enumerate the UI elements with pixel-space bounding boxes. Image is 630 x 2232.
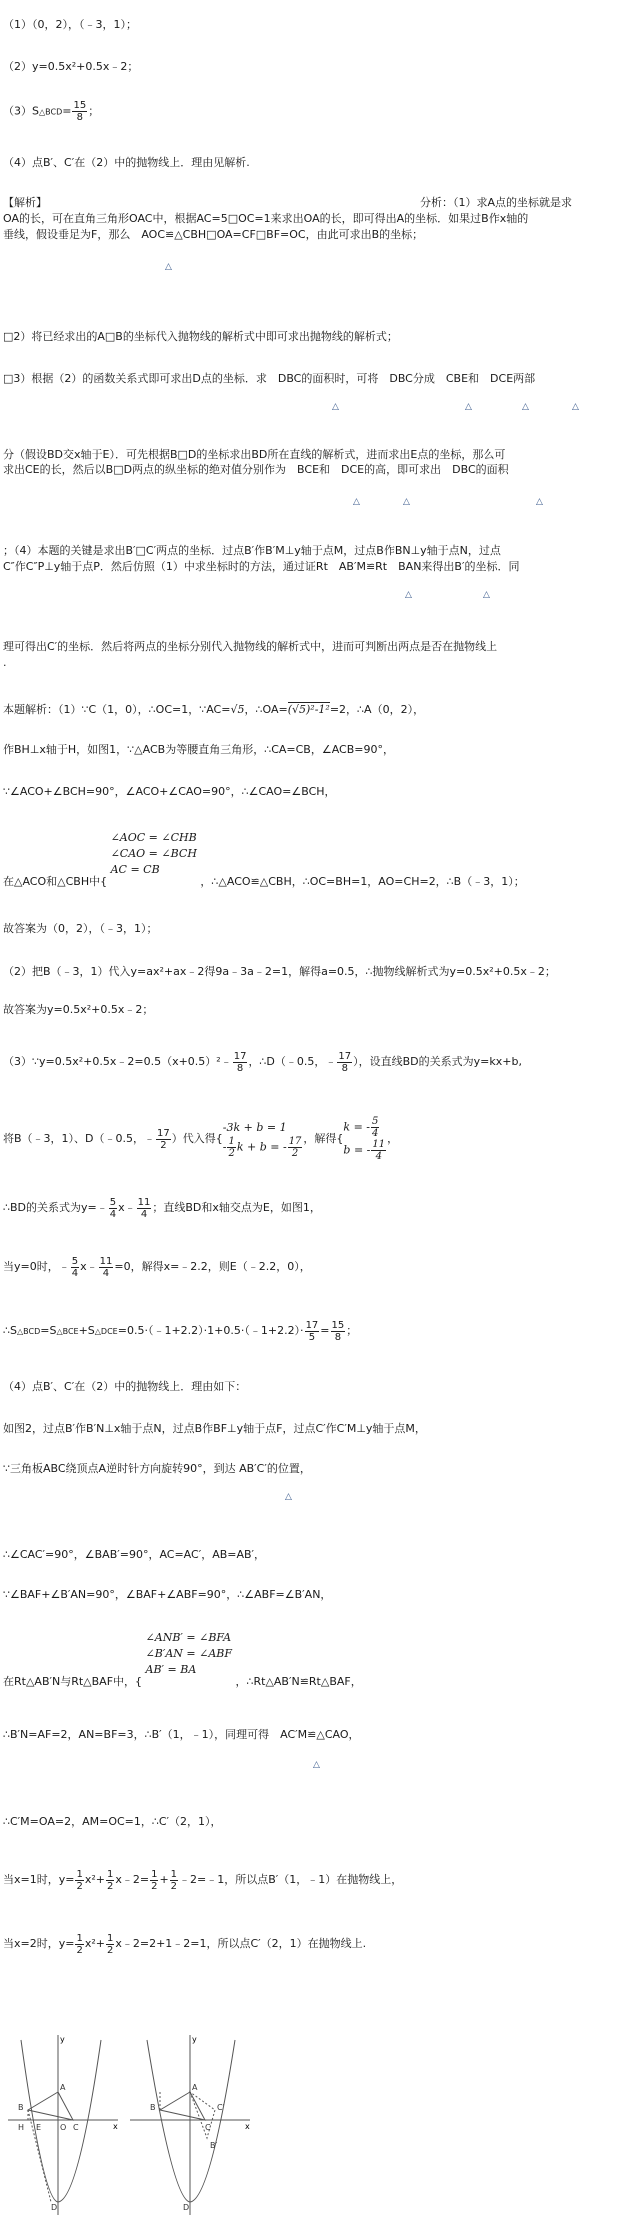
svg-text:B: B [18, 2103, 24, 2112]
parabola [21, 2040, 101, 2202]
figure-1 [3, 2030, 123, 2220]
solution-9: 将B（﹣3，1）、D（﹣0.5，﹣ $\frac{17}{2}$ ）代入得{ -3k + b = 1 - $\frac{1}{2}$ k + b = - $\frac{17}{2}$ ，解得{ k = - $\frac{5}{4}$ b = - $\frac{11}{4}$ ， [3, 1116, 399, 1162]
triangle-marker: △ [465, 402, 472, 412]
solution-2: 作BH⊥x轴于H，如图1，∵△ACB为等腰直角三角形，∴CA=CB，∠ACB=90°， [3, 743, 394, 756]
triangle-marker: △ [403, 497, 410, 507]
analysis-p4c: 理可得出C′的坐标．然后将两点的坐标分别代入抛物线的解析式中，进而可判断出两点是否在抛物线上 [3, 640, 498, 653]
answer-3-subscript: △BCD [38, 107, 63, 117]
answer-3-fraction: $\frac{15}{8}$ [73, 100, 87, 123]
triangle-abc [160, 2092, 205, 2120]
analysis-p3b: 分（假设BD交x轴于E）．可先根据B□D的坐标求出BD所在直线的解析式，进而求出E点的坐标，那么可 [3, 448, 506, 461]
triangle-marker: △ [285, 1492, 292, 1502]
analysis-p4d: . [3, 656, 7, 669]
solution-5: 故答案为（0，2），（﹣3，1）； [3, 922, 158, 935]
solution-16: ∴∠CAC′=90°，∠BAB′=90°，AC=AC′，AB=AB′， [3, 1548, 266, 1561]
solution-1: 本题解析：（1）∵C（1，0），∴OC=1，∵AC=√5，∴OA=(√5)²-1²=2，∴A（0，2）， [3, 703, 425, 716]
svg-text:C: C [205, 2123, 211, 2132]
triangle-marker: △ [536, 497, 543, 507]
svg-text:O: O [60, 2123, 67, 2132]
triangle-marker: △ [353, 497, 360, 507]
parabola [147, 2040, 235, 2202]
triangle-marker: △ [405, 590, 412, 600]
answer-3-end: ； [88, 104, 100, 118]
analysis-p3a: □3）根据（2）的函数关系式即可求出D点的坐标．求 DBC的面积时，可将 DBC分成 CBE和 DCE两部 [3, 372, 536, 385]
solution-20: ∴C′M=OA=2，AM=OC=1，∴C′（2，1）， [3, 1815, 222, 1828]
analysis-p3c: 求出CE的长，然后以B□D两点的纵坐标的绝对值分别作为 BCE和 DCE的高，即可求出 DBC的面积 [3, 463, 509, 476]
solution-10: ∴BD的关系式为y=﹣ $\frac{5}{4}$ x﹣ $\frac{11}{4}$ ；直线BD和x轴交点为E，如图1， [3, 1196, 321, 1220]
solution-4: 在△ACO和△CBH中{ ∠AOC = ∠CHB ∠CAO = ∠BCH AC = CB ，∴△ACO≌△CBH，∴OC=BH=1，AO=CH=2，∴B（﹣3，1）； [3, 831, 525, 888]
analysis-p4b: C″作C″P⊥y轴于点P．然后仿照（1）中求坐标时的方法，通过证Rt AB′M≌Rt BAN来得出B′的坐标．同 [3, 560, 520, 573]
svg-text:B: B [150, 2103, 156, 2112]
solution-12: ∴S△BCD=S△BCE+S△DCE=0.5·（﹣1+2.2）·1+0.5·（﹣1+2.2）· $\frac{17}{5}$ = $\frac{15}{8}$ ； [3, 1319, 358, 1343]
solution-15: ∵三角板ABC绕顶点A逆时针方向旋转90°，到达 AB′C′的位置， [3, 1462, 311, 1475]
svg-text:H: H [18, 2123, 25, 2132]
solution-14: 如图2，过点B′作B′N⊥x轴于点N，过点B作BF⊥y轴于点F，过点C′作C′M⊥y轴于点M， [3, 1422, 426, 1435]
analysis-p2: □2）将已经求出的A□B的坐标代入抛物线的解析式中即可求出抛物线的解析式； [3, 330, 398, 343]
svg-text:D: D [51, 2203, 58, 2212]
svg-text:x: x [245, 2122, 250, 2131]
solution-22: 当x=2时，y= $\frac{1}{2}$ x²+ $\frac{1}{2}$ x﹣2=2+1﹣2=1，所以点C′（2，1）在抛物线上. [3, 1932, 367, 1956]
solution-21: 当x=1时，y= $\frac{1}{2}$ x²+ $\frac{1}{2}$ x﹣2= $\frac{1}{2}$ + $\frac{1}{2}$ ﹣2=﹣1，所以点B′（1，﹣1）在抛物线上， [3, 1868, 403, 1892]
svg-text:A: A [192, 2083, 198, 2092]
solution-6: （2）把B（﹣3，1）代入y=ax²+ax﹣2得9a﹣3a﹣2=1，解得a=0.5，∴抛物线解析式为y=0.5x²+0.5x﹣2； [3, 965, 556, 978]
analysis-label: 【解析】 [3, 196, 47, 209]
analysis-p1a: 分析：（1）求A点的坐标就是求 [420, 196, 573, 209]
svg-text:E: E [36, 2123, 42, 2132]
triangle-marker: △ [313, 1760, 320, 1770]
solution-13: （4）点B′、C′在（2）中的抛物线上．理由如下： [3, 1380, 247, 1393]
svg-text:D: D [183, 2203, 190, 2212]
system-congruence-1: ∠AOC = ∠CHB ∠CAO = ∠BCH AC = CB [110, 831, 197, 876]
triangle-abc [28, 2092, 73, 2120]
solution-7: 故答案为y=0.5x²+0.5x﹣2； [3, 1003, 154, 1016]
answer-2: （2）y=0.5x²+0.5x﹣2； [3, 60, 139, 73]
system-congruence-2: ∠ANB′ = ∠BFA ∠B′AN = ∠ABF AB′ = BA [145, 1631, 232, 1676]
analysis-p4a: ；（4）本题的关键是求出B′□C′两点的坐标．过点B′作B′M⊥y轴于点M，过点B作BN⊥y轴于点N，过点 [3, 544, 501, 557]
triangle-marker: △ [522, 402, 529, 412]
solution-17: ∵∠BAF+∠B′AN=90°，∠BAF+∠ABF=90°，∴∠ABF=∠B′AN， [3, 1588, 332, 1601]
triangle-marker: △ [165, 262, 172, 272]
triangle-marker: △ [572, 402, 579, 412]
analysis-p1c: 垂线，假设垂足为F，那么 AOC≌△CBH□OA=CF□BF=OC，由此可求出B的坐标； [3, 228, 424, 241]
svg-text:C: C [73, 2123, 79, 2132]
svg-text:y: y [192, 2035, 197, 2044]
triangle-marker: △ [332, 402, 339, 412]
solution-8: （3）∵y=0.5x²+0.5x﹣2=0.5（x+0.5）²﹣ $\frac{17}{8}$ ，∴D（﹣0.5，﹣ $\frac{17}{8}$ ），设直线BD的关系式为y=kx+b, [3, 1050, 522, 1074]
svg-text:y: y [60, 2035, 65, 2044]
answer-3-eq: = [62, 104, 72, 118]
solution-11: 当y=0时，﹣ $\frac{5}{4}$ x﹣ $\frac{11}{4}$ =0，解得x=﹣2.2，则E（﹣2.2，0）， [3, 1255, 311, 1279]
answer-3 [3, 100, 99, 123]
system-solution: k = - $\frac{5}{4}$ b = - $\frac{11}{4}$ [343, 1116, 386, 1162]
svg-text:x: x [113, 2122, 118, 2131]
svg-text:C′: C′ [217, 2103, 225, 2112]
system-linear: -3k + b = 1 - $\frac{1}{2}$ k + b = - $\frac{17}{2}$ [222, 1120, 302, 1159]
solution-18: 在Rt△AB′N与Rt△BAF中，{ ∠ANB′ = ∠BFA ∠B′AN = ∠ABF AB′ = BA ，∴Rt△AB′N≌Rt△BAF， [3, 1631, 362, 1688]
analysis-p1b: OA的长，可在直角三角形OAC中，根据AC=5□OC=1来求出OA的长，即可得出A的坐标．如果过B作x轴的 [3, 212, 529, 225]
answer-1: （1）（0，2），（﹣3，1）； [3, 18, 137, 31]
svg-text:B′: B′ [210, 2141, 218, 2150]
answer-3-prefix: （3）S [3, 104, 39, 118]
triangle-marker: △ [483, 590, 490, 600]
answer-4: （4）点B′、C′在（2）中的抛物线上．理由见解析. [3, 156, 250, 169]
solution-19: ∴B′N=AF=2，AN=BF=3，∴B′（1，﹣1），同理可得 AC′M≌△CAO， [3, 1728, 360, 1741]
solution-3: ∵∠ACO+∠BCH=90°，∠ACO+∠CAO=90°，∴∠CAO=∠BCH， [3, 785, 336, 798]
svg-text:A: A [60, 2083, 66, 2092]
figure-2 [125, 2030, 255, 2220]
